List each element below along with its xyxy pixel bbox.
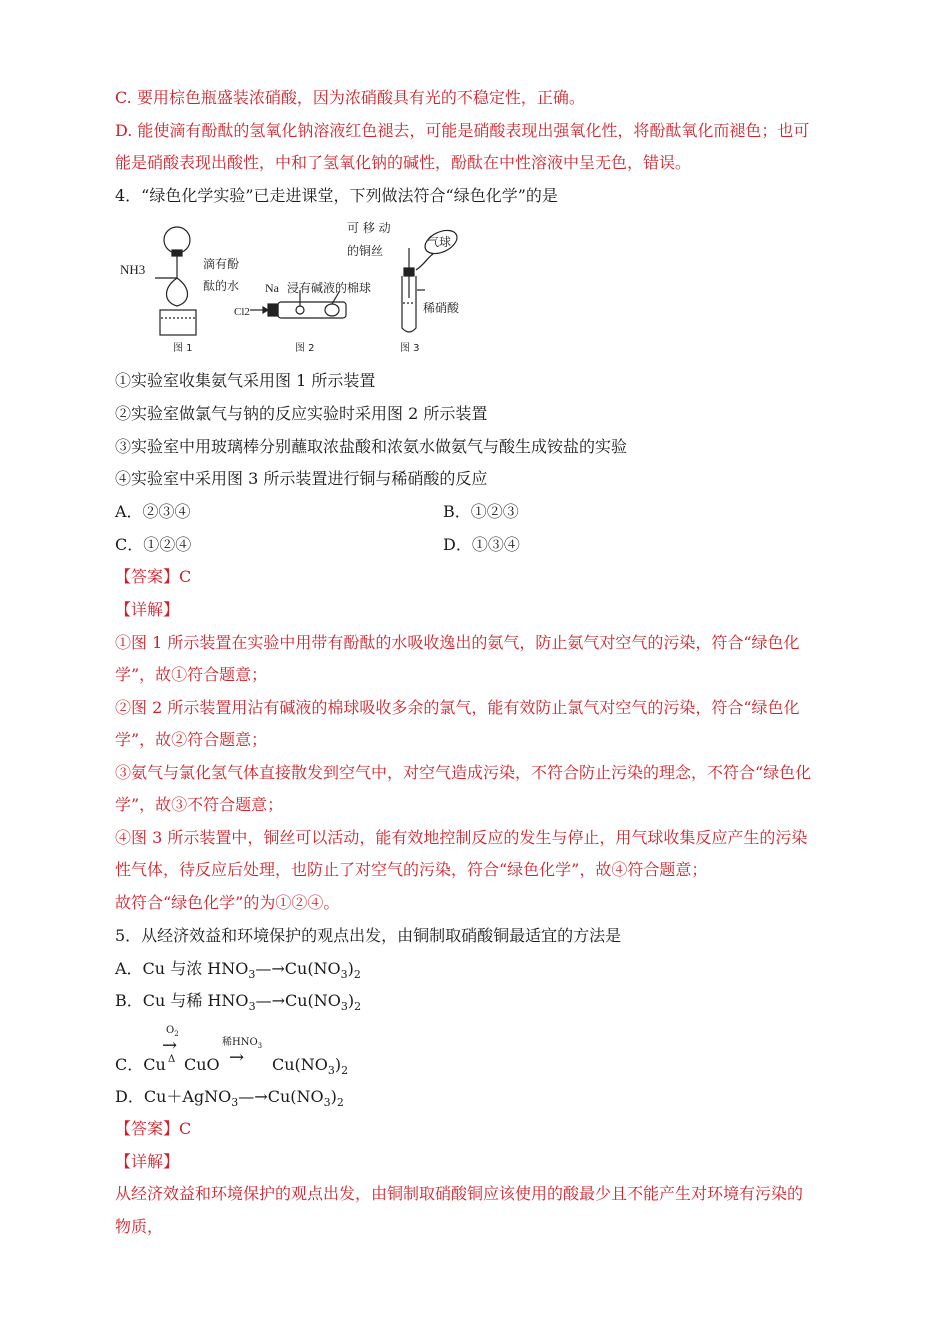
q4-apparatus-figure (115, 218, 475, 358)
q4-option-a: A．②③④ (115, 502, 191, 521)
q4-item-4: ④实验室中采用图 3 所示装置进行铜与稀硝酸的反应 (115, 469, 488, 488)
na-label: Na (265, 281, 279, 295)
acid-label: 稀硝酸 (423, 301, 460, 315)
q4-item-3: ③实验室中用玻璃棒分别蘸取浓盐酸和浓氨水做氨气与酸生成铵盐的实验 (115, 437, 628, 456)
q4-detail-line: ③氨气与氯化氢气体直接散发到空气中，对空气造成污染，不符合防止污染的理念，不符合“绿色化 (115, 763, 812, 782)
fig1-beaker-icon (160, 310, 196, 335)
q3-option-d-analysis-line1: D. 能使滴有酚酞的氢氧化钠溶液红色褪去，可能是硝酸表现出强氧化性，将酚酞氧化而褪色；也可 (115, 121, 810, 140)
fig3-caption: 图 3 (400, 343, 420, 354)
fig2-caption: 图 2 (295, 343, 315, 354)
q5-detail-line: 物质， (115, 1217, 164, 1236)
q3-option-d-analysis-line2: 能是硝酸表现出酸性，中和了氢氧化钠的碱性，酚酞在中性溶液中呈无色，错误。 (115, 153, 692, 172)
q4-detail-line: 故符合“绿色化学”的为①②④。 (115, 893, 340, 912)
q5-option-a: A．Cu 与浓 $HNO_3—\to Cu(NO_3)_2$ (115, 959, 361, 982)
dilute-hno3-condition: 稀$HNO_3$ (222, 1037, 263, 1050)
q5-c-cu: C．Cu (115, 1055, 166, 1074)
q5-option-d: D．$Cu+AgNO_3—\to Cu(NO_3)_2$ (115, 1087, 344, 1110)
q4-option-b: B．①②③ (443, 502, 519, 521)
cl2-label: Cl2 (234, 306, 250, 318)
fig1-flask-icon (164, 227, 190, 253)
q4-detail-line: 学”，故②符合题意； (115, 730, 268, 749)
balloon-label: 气球 (427, 235, 452, 249)
q4-detail-title: 【详解】 (115, 600, 180, 619)
arrow-right-icon: → (229, 1047, 245, 1068)
fig3-label-2: 的铜丝 (347, 244, 384, 258)
q4-option-d: D．①③④ (443, 535, 520, 554)
q5-c-product: $Cu(NO_3)_2$ (272, 1055, 349, 1078)
q5-c-cuo: CuO (184, 1055, 220, 1074)
fig3-label-1: 可 移 动 (347, 221, 391, 235)
fig1-label-2: 酞的水 (203, 279, 240, 293)
q4-detail-line: 性气体，待反应后处理，也防止了对空气的污染，符合“绿色化学”，故④符合题意； (115, 860, 708, 879)
q5-detail-line: 从经济效益和环境保护的观点出发，由铜制取硝酸铜应该使用的酸最少且不能产生对环境有污染的 (115, 1184, 804, 1203)
q4-detail-line: ④图 3 所示装置中，铜丝可以活动，能有效地控制反应的发生与停止，用气球收集反应产生的污染 (115, 828, 808, 847)
q5-option-b: B．Cu 与稀 $HNO_3—\to Cu(NO_3)_2$ (115, 991, 362, 1014)
q4-detail-line: ②图 2 所示装置用沾有碱液的棉球吸收多余的氯气，能有效防止氯气对空气的污染，符合“绿色化 (115, 698, 800, 717)
q4-option-c: C．①②④ (115, 535, 192, 554)
apparatus-drawing (115, 218, 475, 358)
arrow-right-icon: → (162, 1035, 178, 1056)
fig1-label-1: 滴有酚 (203, 257, 240, 271)
fig1-caption: 图 1 (173, 343, 193, 354)
q4-detail-line: ①图 1 所示装置在实验中用带有酚酞的水吸收逸出的氨气，防止氨气对空气的污染，符合“绿色化 (115, 633, 800, 652)
q4-item-1: ①实验室收集氨气采用图 1 所示装置 (115, 371, 376, 390)
q4-detail-line: 学”，故③不符合题意； (115, 795, 284, 814)
heat-condition: Δ (168, 1054, 176, 1065)
q4-answer: 【答案】C (115, 567, 192, 586)
q5-detail-title: 【详解】 (115, 1152, 180, 1171)
q5-answer: 【答案】C (115, 1119, 192, 1138)
fig2-label: 浸有碱液的棉球 (287, 281, 372, 295)
o2-condition: $O_2$ (166, 1025, 179, 1038)
q4-detail-line: 学”，故①符合题意； (115, 665, 268, 684)
q4-item-2: ②实验室做氯气与钠的反应实验时采用图 2 所示装置 (115, 404, 488, 423)
nh3-label: NH3 (120, 262, 146, 277)
q4-stem: 4．“绿色化学实验”已走进课堂，下列做法符合“绿色化学”的是 (115, 186, 558, 205)
q5-stem: 5．从经济效益和环境保护的观点出发，由铜制取硝酸铜最适宜的方法是 (115, 926, 622, 945)
q3-option-c-analysis: C. 要用棕色瓶盛装浓硝酸，因为浓硝酸具有光的不稳定性，正确。 (115, 88, 585, 107)
